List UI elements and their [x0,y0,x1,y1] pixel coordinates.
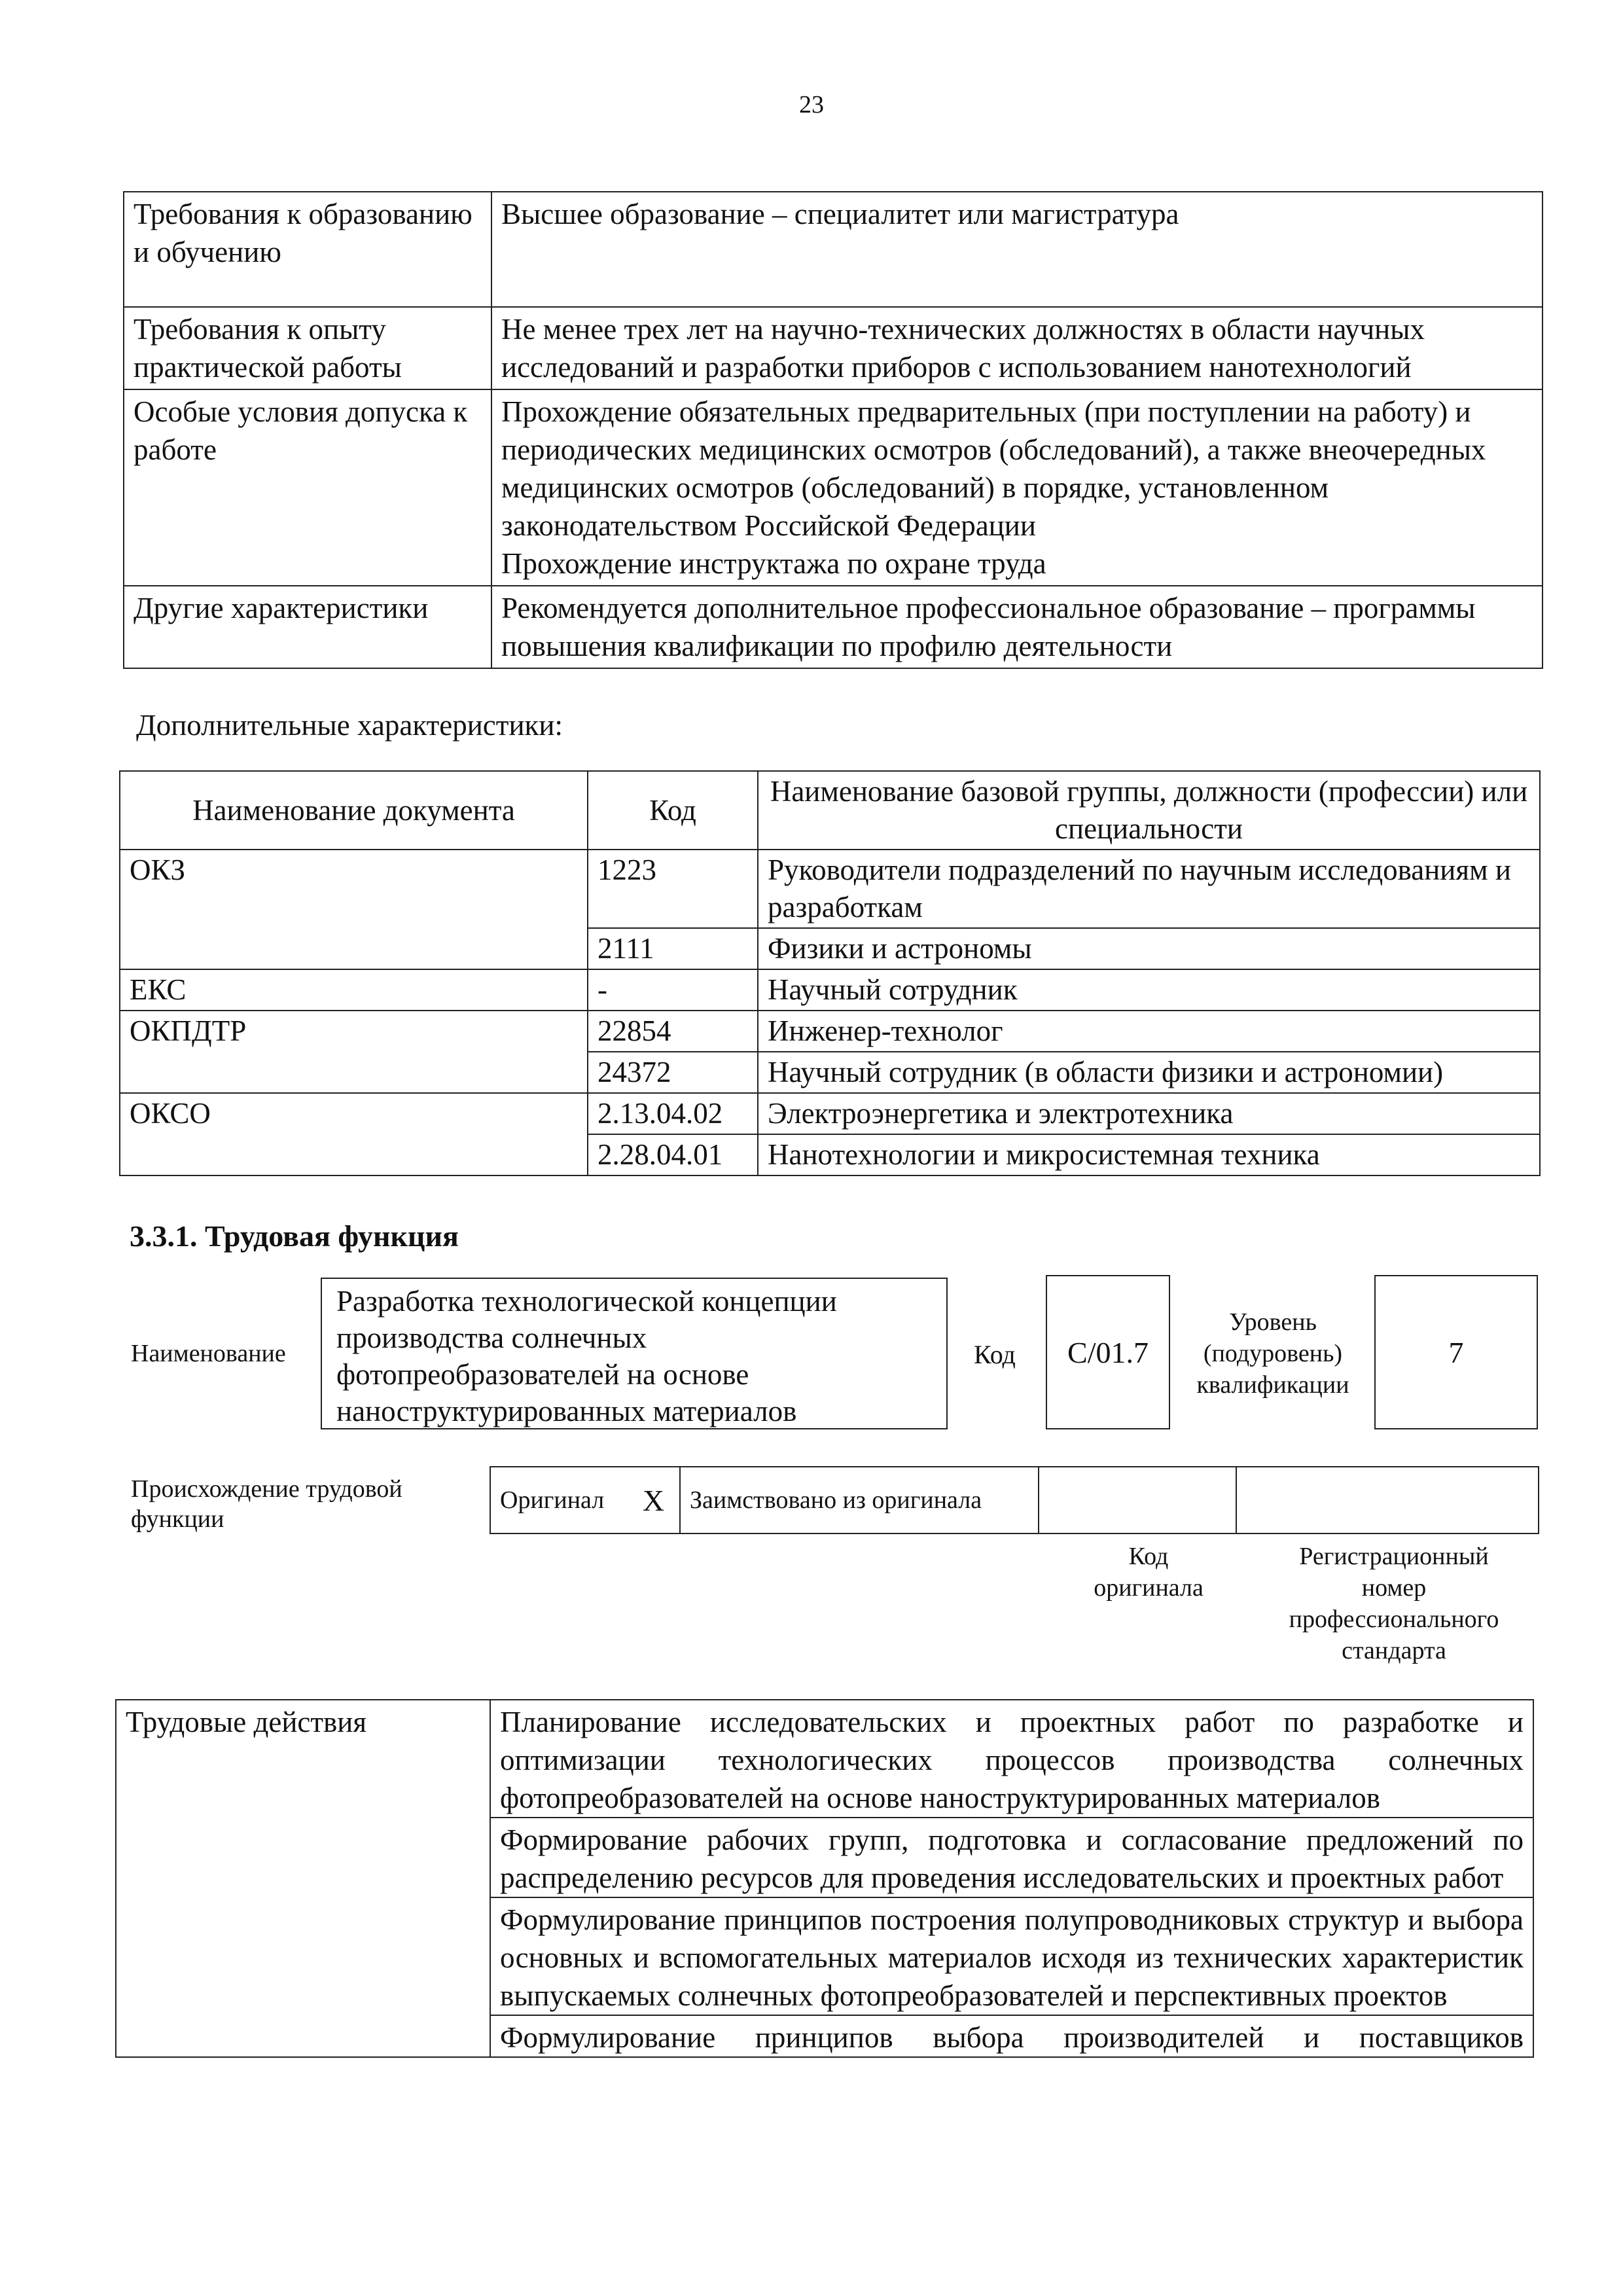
table-row [124,389,1543,586]
table-header-row [120,771,1540,850]
labor-action-item: Формулирование принципов построения полупроводниковых структур и выбора основных и вспомогательных материалов исходя из технических характеристик выпускаемых солнечных фотопреобразователей и перспективных проектов [490,1897,1533,2015]
registration-label-line: номер [1361,1574,1427,1602]
labor-actions-table [115,1699,1534,2058]
level-label [1178,1306,1368,1401]
document-cell: ОКСО [120,1093,588,1175]
additional-characteristics-table [119,770,1541,1176]
table-row [490,1467,1539,1534]
requirement-label: Требования к опыту практической работы [124,307,491,389]
registration-label-line: стандарта [1342,1637,1446,1664]
requirement-value: Рекомендуется дополнительное профессиональное образование – программы повышения квалификации по профилю деятельности [491,586,1543,668]
original-code-label-line: оригинала [1094,1574,1204,1602]
name-cell: Инженер-технолог [758,1011,1540,1052]
name-label: Наименование [131,1340,286,1367]
origin-label [131,1474,402,1534]
table-row [120,1093,1540,1134]
requirement-value-extra: Прохождение инструктажа по охране труда [501,547,1046,580]
code-cell: - [588,969,758,1011]
labor-action-item: Формирование рабочих групп, подготовка и согласование предложений по распределению ресурсов для проведения исследовательских и проектных работ [490,1818,1533,1897]
labor-action-item: Формулирование принципов выбора производителей и поставщиков [490,2015,1533,2057]
additional-characteristics-title: Дополнительные характеристики: [136,709,563,742]
function-name-box: Разработка технологической концепции производства солнечных фотопреобразователей на основе наноструктурированных материалов [321,1278,948,1429]
original-code-label [1060,1541,1237,1604]
code-cell: 2.13.04.02 [588,1093,758,1134]
registration-number-cell [1236,1467,1539,1534]
document-cell: ОКЗ [120,850,588,969]
labor-actions-label: Трудовые действия [116,1700,490,2057]
code-cell: 1223 [588,850,758,928]
labor-action-item: Планирование исследовательских и проектных работ по разработке и оптимизации технологических процессов производства солнечных фотопреобразователей на основе наноструктурированных материалов [490,1700,1533,1818]
table-row [120,969,1540,1011]
origin-label-line: Происхождение трудовой [131,1475,402,1503]
origin-table [490,1466,1539,1534]
requirement-value-cell [491,389,1543,586]
table-row [124,192,1543,307]
table-row [116,1700,1533,1818]
table-row [124,307,1543,389]
name-cell: Научный сотрудник [758,969,1540,1011]
requirement-value: Прохождение обязательных предварительных (при поступлении на работу) и периодических медицинских осмотров (обследований), а также внеочередных медицинских осмотров (обследований) в порядке, установленном законодательством Российской Федерации [501,395,1486,542]
table-row [124,586,1543,668]
origin-label-line: функции [131,1505,224,1533]
code-label: Код [974,1340,1016,1369]
name-cell: Научный сотрудник (в области физики и астрономии) [758,1052,1540,1093]
code-cell: 2111 [588,928,758,969]
original-mark: X [628,1467,680,1534]
registration-label-line: профессионального [1289,1605,1499,1633]
name-cell: Руководители подразделений по научным исследованиям и разработкам [758,850,1540,928]
code-cell: 22854 [588,1011,758,1052]
column-header: Наименование документа [120,771,588,850]
column-header: Код [588,771,758,850]
requirement-label: Требования к образованию и обучению [124,192,491,307]
requirement-label: Особые условия допуска к работе [124,389,491,586]
requirement-value: Не менее трех лет на научно-технических должностях в области научных исследований и разработки приборов с использованием нанотехнологий [491,307,1543,389]
registration-number-label [1263,1541,1525,1666]
requirement-value: Высшее образование – специалитет или магистратура [491,192,1543,307]
name-cell: Физики и астрономы [758,928,1540,969]
level-label-line: Уровень [1229,1308,1317,1336]
qualification-level-box: 7 [1374,1275,1538,1429]
original-label: Оригинал [490,1467,628,1534]
document-cell: ОКПДТР [120,1011,588,1093]
original-code-cell [1039,1467,1236,1534]
table-row [120,1011,1540,1052]
page-number: 23 [799,91,824,118]
table-row [120,850,1540,928]
registration-label-line: Регистрационный [1299,1543,1489,1570]
document-cell: ЕКС [120,969,588,1011]
original-code-label-line: Код [1128,1543,1169,1570]
requirement-label: Другие характеристики [124,586,491,668]
name-cell: Нанотехнологии и микросистемная техника [758,1134,1540,1175]
name-cell: Электроэнергетика и электротехника [758,1093,1540,1134]
column-header: Наименование базовой группы, должности (профессии) или специальности [758,771,1540,850]
function-code-box: C/01.7 [1046,1275,1170,1429]
section-title: 3.3.1. Трудовая функция [130,1219,459,1253]
requirements-table [123,191,1543,669]
level-label-line: квалификации [1196,1371,1349,1399]
borrowed-label: Заимствовано из оригинала [680,1467,1039,1534]
code-cell: 24372 [588,1052,758,1093]
level-label-line: (подуровень) [1203,1340,1343,1367]
code-cell: 2.28.04.01 [588,1134,758,1175]
